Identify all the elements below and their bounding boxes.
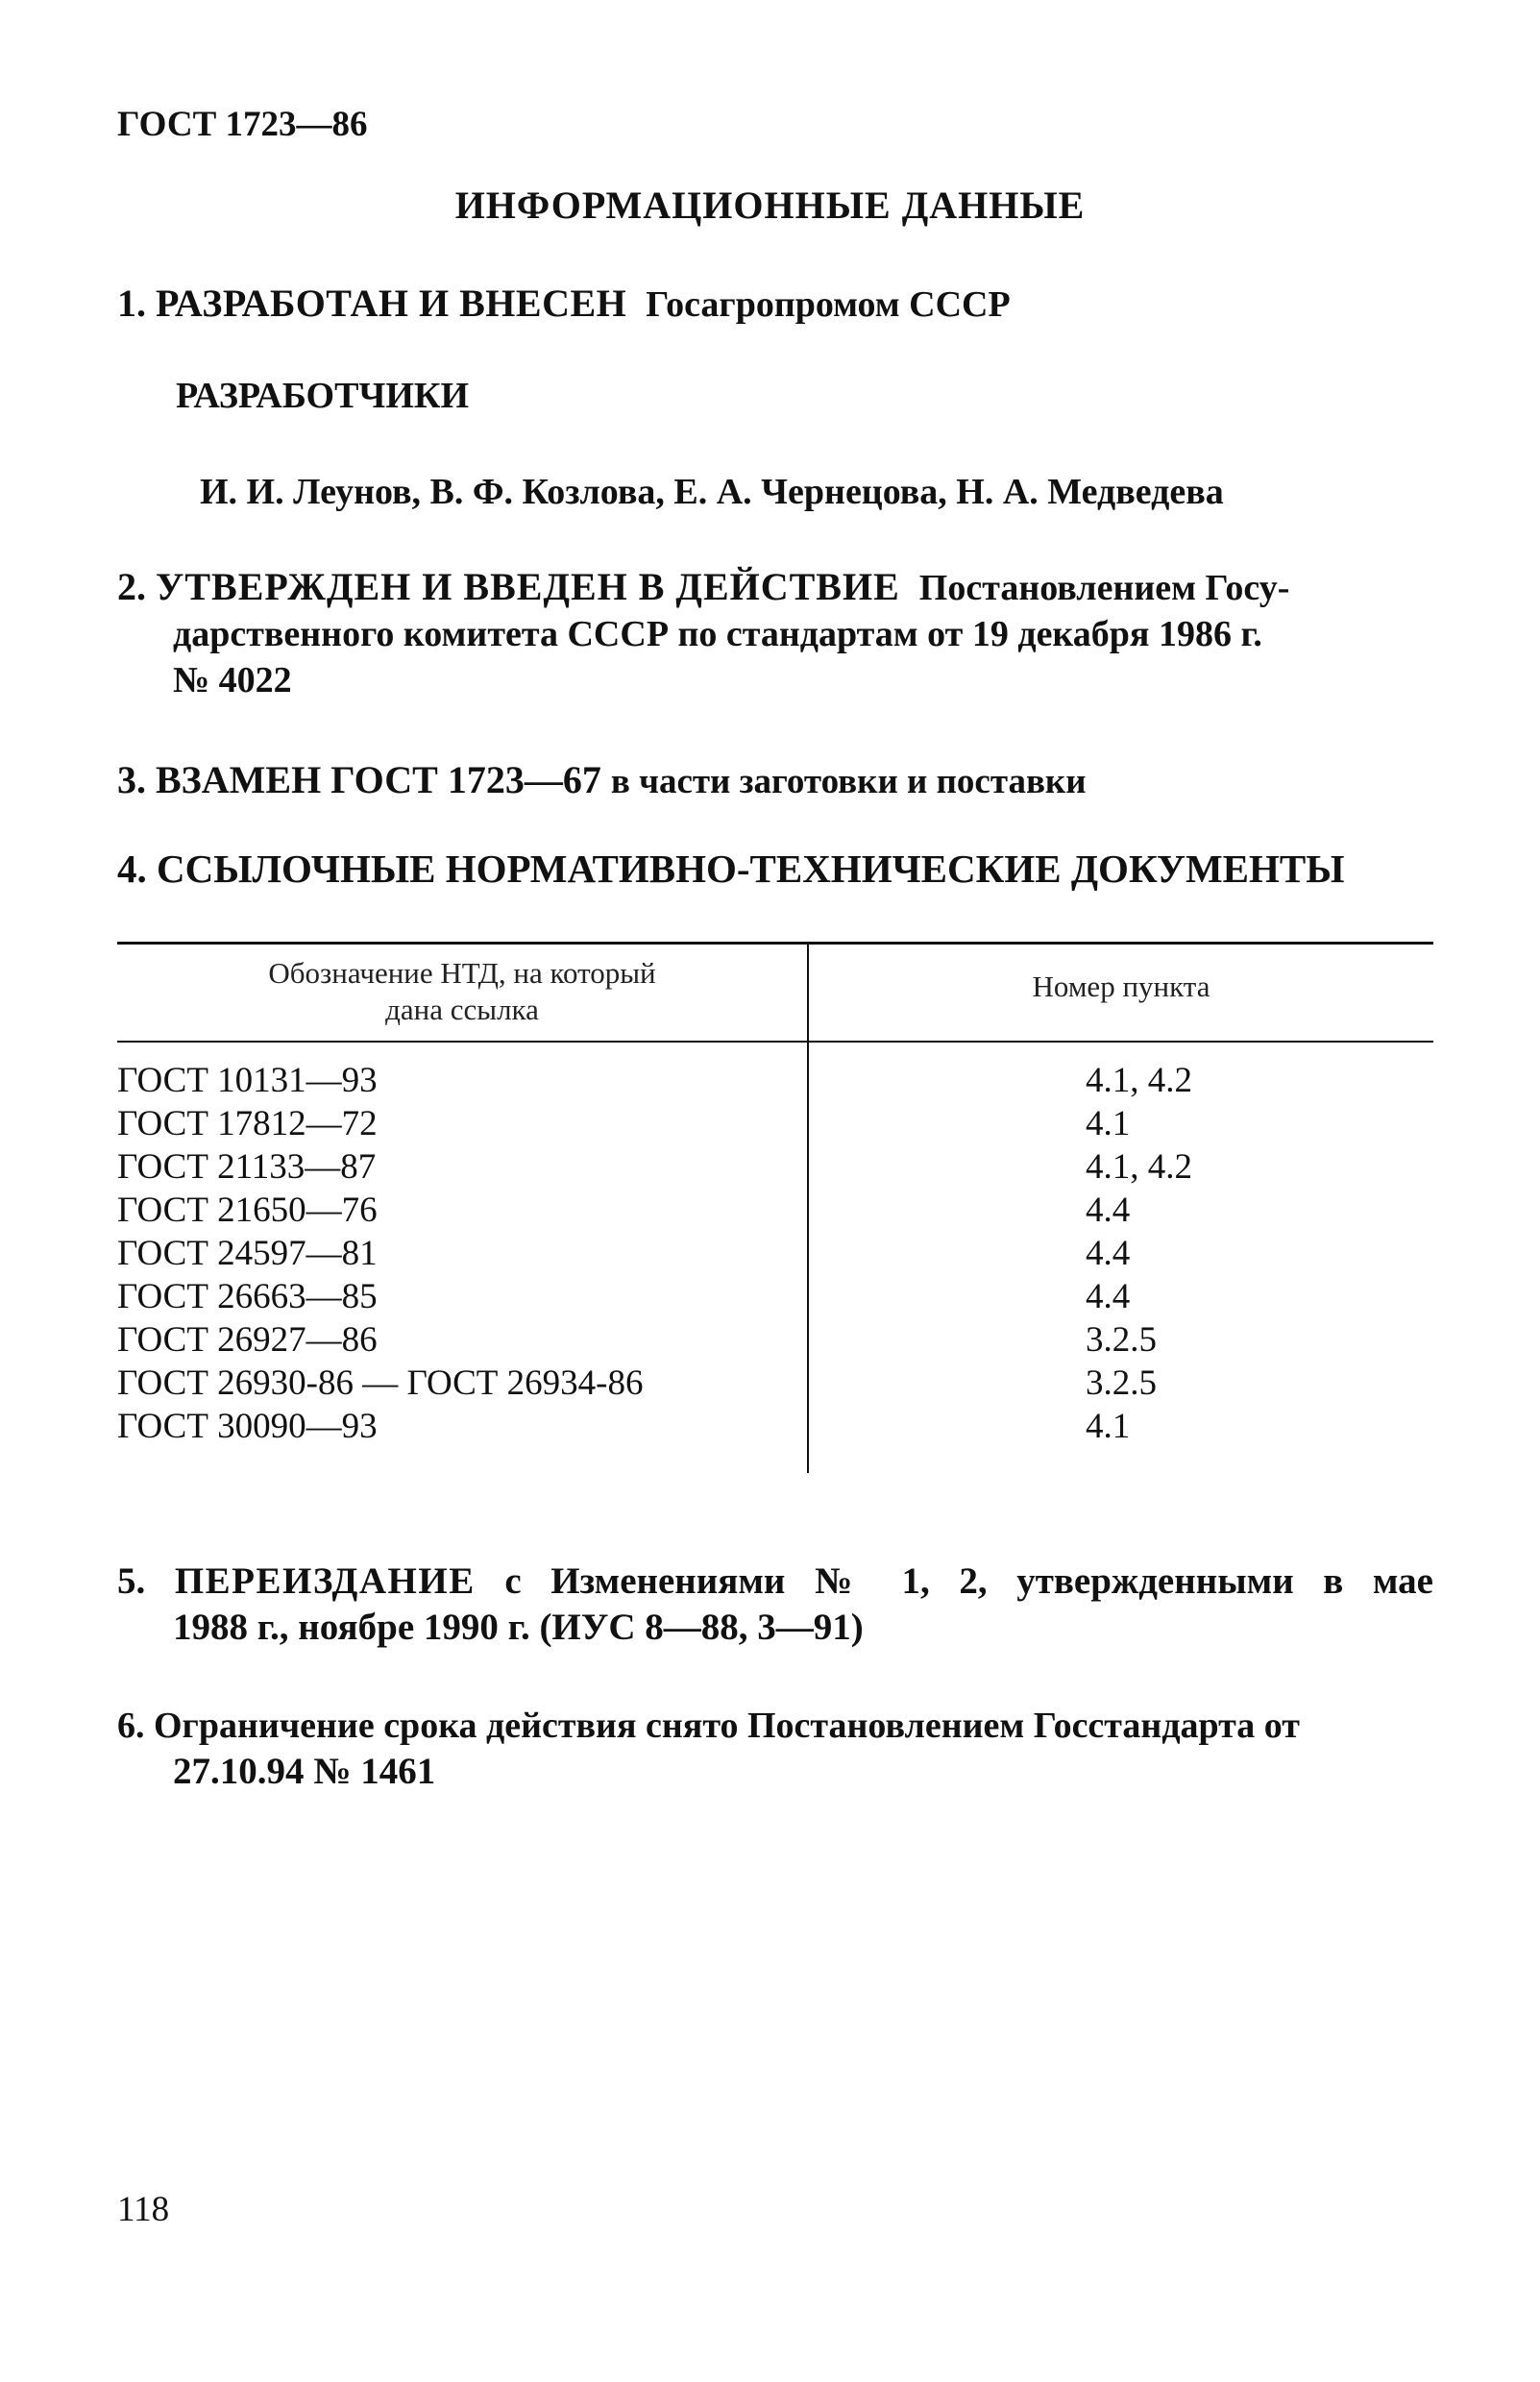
section-5-line1: с Изменениями № 1, 2, утвержденными в мае [504, 1560, 1433, 1602]
section-6-line2: 27.10.94 № 1461 [173, 1751, 436, 1792]
table-row: ГОСТ 10131—93 [117, 1061, 378, 1100]
page-title: ИНФОРМАЦИОННЫЕ ДАННЫЕ [454, 184, 1086, 227]
table-cell-clause: 4.1 [1086, 1407, 1131, 1446]
section-1-number: 1. [117, 282, 146, 325]
table-row: ГОСТ 26663—85 [117, 1277, 378, 1316]
table-row: ГОСТ 17812—72 [117, 1104, 378, 1143]
table-column-documents [117, 1059, 643, 1448]
table-top-rule [117, 942, 1433, 945]
table-row: ГОСТ 26930-86 — ГОСТ 26934-86 [117, 1363, 644, 1403]
table-header-designation: Обозначение НТД, на который дана ссылка [268, 956, 656, 1026]
section-6-number: 6. [117, 1706, 145, 1746]
table-column-clauses [1086, 1059, 1192, 1448]
section-6 [117, 1703, 1433, 1795]
section-3 [117, 757, 1087, 802]
section-5-number: 5. [117, 1560, 146, 1602]
table-cell-clause: 4.4 [1086, 1234, 1131, 1273]
section-2-line2: дарственного комитета СССР по стандартам от 19 декабря 1986 г. [173, 614, 1262, 654]
section-2-line1: Постановлением Госу- [918, 568, 1290, 608]
section-3-text: в части заготовки и поставки [610, 762, 1087, 801]
section-5-line2: 1988 г., ноябре 1990 г. (ИУС 8—88, 3—91) [173, 1607, 864, 1648]
section-2-number: 2. [117, 565, 146, 608]
table-cell-clause: 3.2.5 [1086, 1320, 1157, 1360]
table-row: ГОСТ 21133—87 [117, 1147, 377, 1187]
table-cell-clause: 4.1 [1086, 1104, 1131, 1143]
section-4-number: 4. [117, 847, 147, 891]
section-2-label: УТВЕРЖДЕН И ВВЕДЕН В ДЕЙСТВИЕ [156, 565, 900, 608]
table-row: ГОСТ 21650—76 [117, 1191, 378, 1230]
table-cell-clause: 3.2.5 [1086, 1363, 1157, 1403]
table-row: ГОСТ 26927—86 [117, 1320, 378, 1360]
section-6-line1: Ограничение срока действия снято Постановлением Госстандарта от [154, 1706, 1300, 1746]
section-4 [117, 846, 1345, 892]
section-1-label: РАЗРАБОТАН И ВНЕСЕН [156, 282, 627, 325]
table-row: ГОСТ 24597—81 [117, 1234, 378, 1273]
table-row: ГОСТ 30090—93 [117, 1407, 378, 1446]
developers-heading: РАЗРАБОТЧИКИ [176, 376, 470, 416]
section-3-number: 3. [117, 758, 146, 801]
page-number: 118 [117, 2190, 170, 2229]
section-3-label: ВЗАМЕН ГОСТ 1723—67 [156, 758, 601, 801]
table-column-divider [807, 942, 809, 1473]
section-5 [117, 1559, 1433, 1651]
table-header-rule [117, 1041, 1433, 1043]
table-cell-clause: 4.1, 4.2 [1086, 1147, 1192, 1187]
table-header-clause: Номер пункта [1032, 970, 1210, 1003]
table-cell-clause: 4.4 [1086, 1277, 1131, 1316]
section-1 [117, 281, 1011, 326]
section-5-label: ПЕРЕИЗДАНИЕ [174, 1560, 476, 1602]
section-4-label: ССЫЛОЧНЫЕ НОРМАТИВНО-ТЕХНИЧЕСКИЕ ДОКУМЕНТЫ [157, 847, 1345, 891]
section-2-line3: № 4022 [173, 660, 292, 700]
section-2 [117, 564, 1433, 703]
developers-list: И. И. Леунов, В. Ф. Козлова, Е. А. Чернецова, Н. А. Медведева [200, 472, 1224, 512]
table-cell-clause: 4.4 [1086, 1191, 1131, 1230]
table-cell-clause: 4.1, 4.2 [1086, 1061, 1192, 1100]
section-1-text: Госагропромом СССР [646, 284, 1011, 325]
document-code: ГОСТ 1723—86 [117, 105, 368, 144]
